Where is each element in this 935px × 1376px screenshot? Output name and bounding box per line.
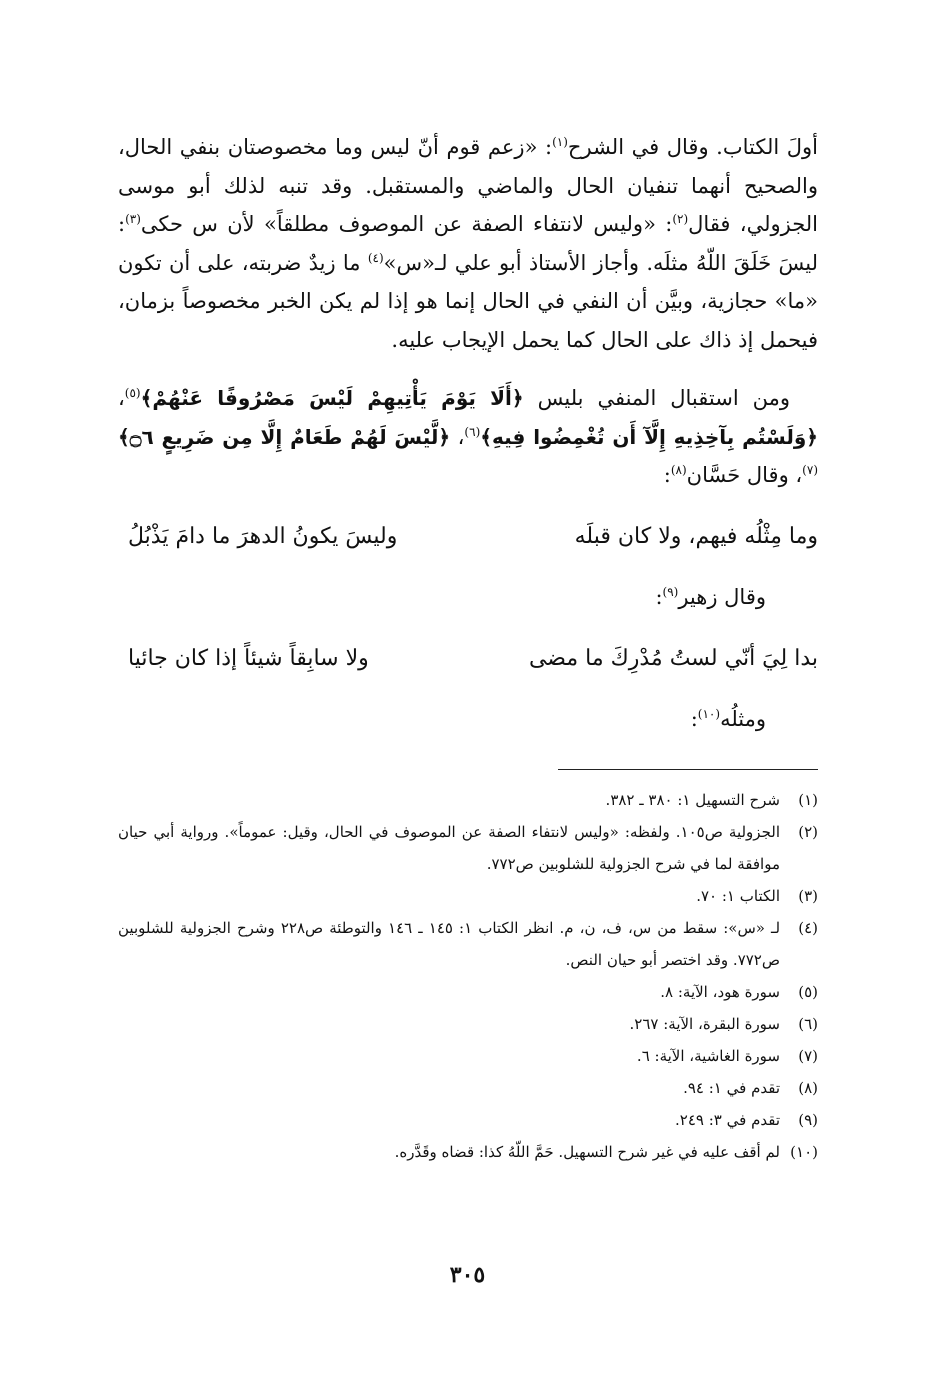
intro-text: وقال زهير: [678, 584, 766, 609]
paragraph-2: [118, 379, 818, 495]
paragraph-text: : ليسَ خَلَقَ اللّهُ مثلَه. وأجاز الأستاذ أبو علي لـ«س»: [118, 212, 818, 275]
footnote-item: [118, 976, 818, 1008]
page-content: [118, 128, 818, 1168]
footnote-number: (٨): [798, 1078, 818, 1097]
footnote-text: سورة هود، الآية: ٨.: [660, 982, 780, 1001]
footnote-text: لـ «س»: سقط من س، ف، ن، م. انظر الكتاب ١: ١٤٥ ـ ١٤٦ والتوطئة ص٢٢٨ وشرح الجزولية للشلوبين ص٧٧٢. وقد اختصر أبو حيان النص.: [118, 918, 781, 969]
paragraph-text: : «زعم قوم أنّ ليس وما مخصوصتان بنفي الحال، والصحيح أنهما تنفيان الحال والماضي والمستقبل. وقد تنبه لذلك أبو موسى الجزولي، فقال: [118, 135, 818, 236]
verse-second-hemistich: وليسَ يكونُ الدهرَ ما دامَ يَذْبُلُ: [128, 523, 398, 549]
footnote-ref[interactable]: (٧): [802, 463, 818, 477]
footnote-ref[interactable]: (٦): [464, 424, 481, 439]
poem-verse-1: [118, 517, 818, 557]
verse-first-hemistich: بدا لِيَ أنّي لستُ مُدْرِكَ ما مضى: [528, 645, 818, 671]
footnote-ref[interactable]: (٣): [125, 212, 141, 226]
footnote-ref[interactable]: (١٠): [697, 706, 721, 721]
footnote-ref[interactable]: (١): [552, 135, 568, 149]
footnote-item: [118, 1072, 818, 1104]
paragraph-text: :: [663, 463, 671, 487]
footnote-item: [118, 784, 818, 816]
quran-verse: ﴿وَلَسْتُم بِآخِذِيهِ إِلَّآ أَن تُغْمِضُوا فِيهِ﴾: [480, 424, 819, 449]
footnote-number: (١٠): [790, 1142, 818, 1161]
footnote-number: (١): [798, 790, 818, 809]
footnote-number: (٣): [798, 886, 818, 905]
verse-intro-zuhair: [118, 577, 818, 617]
footnote-number: (٦): [798, 1014, 818, 1033]
paragraph-text: ، وقال حَسَّان: [686, 463, 803, 487]
quran-verse: ﴿أَلَا يَوْمَ يَأْتِيهِمْ لَيْسَ مَصْرُوفًا عَنْهُمْ﴾: [140, 386, 524, 410]
paragraph-text: : «وليس لانتفاء الصفة عن الموصوف مطلقاً» لأن س حكى: [140, 212, 673, 236]
paragraph-text: ما زيدٌ ضربته، على أن تكون «ما» حجازية، وبيَّن أن النفي في الحال إنما هو إذا لم يكن الخبر مخصوصاً بزمان، فيحمل إذ ذاك على الحال كما يحمل الإيجاب عليه.: [118, 250, 818, 352]
footnote-item: [118, 816, 818, 880]
page-number: ٣٠٥: [449, 1262, 486, 1288]
poem-verse-2: [118, 639, 818, 679]
quran-verse: ﴿لَّيْسَ لَهُمْ طَعَامٌ إِلَّا مِن ضَرِيعٍ ۝٦﴾: [118, 424, 451, 449]
footnote-item: [118, 880, 818, 912]
footnote-ref[interactable]: (٤): [367, 250, 384, 265]
footnote-text: لم أقف عليه في غير شرح التسهيل. حَمَّ اللّهُ كذا: قضاه وقَدَّره.: [394, 1142, 780, 1161]
separator: ،: [450, 424, 465, 449]
verse-intro-mithluh: [118, 699, 818, 739]
intro-text: ومثلُه: [720, 706, 766, 731]
footnote-text: تقدم في ٣: ٢٤٩.: [675, 1110, 780, 1129]
paragraph-text: أولَ الكتاب. وقال في الشرح: [567, 135, 818, 159]
footnote-item: [118, 1104, 818, 1136]
verse-first-hemistich: وما مِثْلُه فيهم، ولا كان قبلَه: [574, 523, 818, 549]
footnote-text: سورة البقرة، الآية: ٢٦٧.: [629, 1014, 780, 1033]
footnote-text: الجزولية ص١٠٥. ولفظه: «وليس لانتفاء الصفة عن الموصوف في الحال، وقيل: عموماً». ورواية أبي حيان موافقة لما في شرح الجزولية للشلوبين ص٧٧٢.: [118, 822, 781, 873]
footnote-item: [118, 912, 818, 976]
footnote-number: (٤): [798, 918, 818, 937]
footnote-ref[interactable]: (٥): [124, 386, 141, 400]
footnote-text: تقدم في ١: ٩٤.: [683, 1078, 780, 1097]
footnote-number: (٢): [798, 822, 818, 841]
footnote-number: (٩): [798, 1110, 818, 1129]
footnote-item: [118, 1008, 818, 1040]
paragraph-1: [118, 128, 818, 359]
separator: ،: [118, 386, 125, 410]
footnote-text: سورة الغاشية، الآية: ٦.: [636, 1046, 780, 1065]
footnote-text: الكتاب ١: ٧٠.: [696, 886, 780, 905]
footnotes: [118, 784, 818, 1168]
footnote-number: (٧): [798, 1046, 818, 1065]
verse-second-hemistich: ولا سابِقاً شيئاً إذا كان جائيا: [128, 645, 369, 671]
footnote-ref[interactable]: (٨): [670, 463, 687, 477]
footnote-item: [118, 1136, 818, 1168]
footnote-number: (٥): [798, 982, 818, 1001]
paragraph-text: ومن استقبال المنفي بليس: [523, 386, 790, 410]
intro-colon: :: [655, 584, 663, 609]
footnote-divider: [558, 769, 818, 770]
footnote-ref[interactable]: (٢): [672, 212, 689, 226]
footnote-text: شرح التسهيل ١: ٣٨٠ ـ ٣٨٢.: [605, 790, 780, 809]
footnote-ref[interactable]: (٩): [662, 584, 679, 599]
footnote-item: [118, 1040, 818, 1072]
intro-colon: :: [690, 706, 698, 731]
